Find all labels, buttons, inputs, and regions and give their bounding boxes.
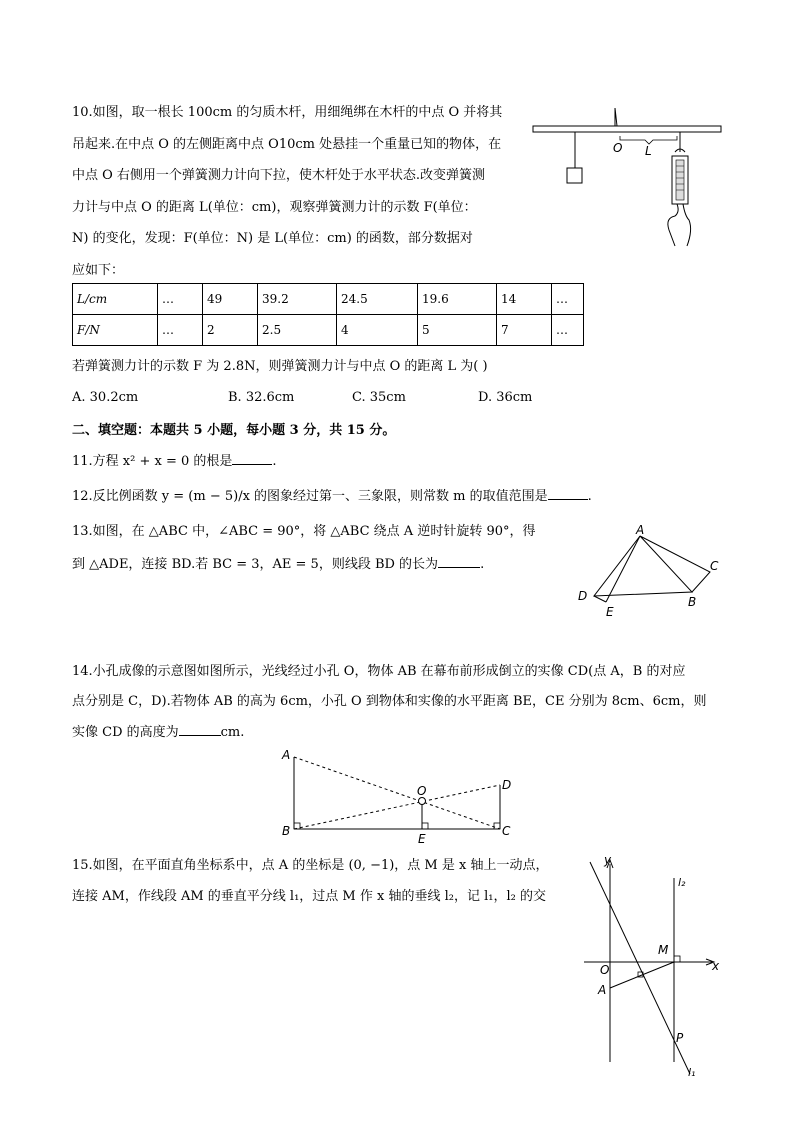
answer-blank[interactable] xyxy=(548,487,588,500)
q13-line2 xyxy=(72,555,484,574)
label-c: C xyxy=(710,559,719,573)
q12-text: 12.反比例函数 y = (m − 5)/x 的图象经过第一、三象限，则常数 m 的取值范围是 xyxy=(72,489,548,504)
label-e: E xyxy=(606,605,614,619)
q14-line1: 14.小孔成像的示意图如图所示，光线经过小孔 O，物体 AB 在幕布前形成倒立的实像 CD(点 A，B 的对应 xyxy=(72,664,686,679)
label-d: D xyxy=(578,589,588,603)
table-cell: L/cm xyxy=(73,284,158,315)
q11-end: . xyxy=(272,454,277,469)
q10-option-d: D. 36cm xyxy=(478,390,533,405)
table-cell: 14 xyxy=(497,284,552,315)
table-cell: 7 xyxy=(497,315,552,346)
q10-line6: 应如下： xyxy=(72,263,125,278)
q10-data-table xyxy=(72,283,584,346)
label-o: O xyxy=(417,784,427,798)
q10-line3: 中点 O 右侧用一个弹簧测力计向下拉，使木杆处于水平状态.改变弹簧测 xyxy=(72,168,486,183)
q13-triangle-figure xyxy=(570,520,730,630)
label-o: O xyxy=(600,963,610,977)
label-o: O xyxy=(613,141,623,155)
q12-line xyxy=(72,487,592,506)
label-x: x xyxy=(712,959,720,973)
table-cell: 39.2 xyxy=(258,284,337,315)
q11-line xyxy=(72,452,277,471)
q10-line4: 力计与中点 O 的距离 L(单位：cm)，观察弹簧测力计的示数 F(单位： xyxy=(72,200,477,215)
table-cell: 24.5 xyxy=(337,284,418,315)
q10-line5: N) 的变化，发现：F(单位：N) 是 L(单位：cm) 的函数，部分数据对 xyxy=(72,231,473,246)
q14-unit: cm. xyxy=(220,725,245,740)
table-cell: F/N xyxy=(73,315,158,346)
q10-option-b: B. 32.6cm xyxy=(228,390,295,405)
q15-line2: 连接 AM，作线段 AM 的垂直平分线 l₁，过点 M 作 x 轴的垂线 l₂，记 l₁，l₂ 的交 xyxy=(72,889,546,904)
q10-lever-figure xyxy=(525,100,725,250)
label-p: P xyxy=(676,1031,684,1045)
table-row xyxy=(73,315,584,346)
q10-line2: 吊起来.在中点 O 的左侧距离中点 O10cm 处悬挂一个重量已知的物体，在 xyxy=(72,137,502,152)
table-cell: 5 xyxy=(418,315,497,346)
table-cell: 2 xyxy=(203,315,258,346)
label-l1: l₁ xyxy=(688,1066,696,1079)
table-cell: 4 xyxy=(337,315,418,346)
section2-title: 二、填空题：本题共 5 小题，每小题 3 分，共 15 分。 xyxy=(72,423,396,438)
label-b: B xyxy=(688,595,697,609)
table-cell: … xyxy=(158,284,203,315)
q15-coordinate-figure xyxy=(580,852,730,1082)
q13-line1: 13.如图，在 △ABC 中，∠ABC = 90°，将 △ABC 绕点 A 逆时针旋转 90°，得 xyxy=(72,524,536,539)
q15-line1: 15.如图，在平面直角坐标系中，点 A 的坐标是 (0, −1)，点 M 是 x 轴上一动点， xyxy=(72,858,549,873)
table-cell: … xyxy=(552,315,584,346)
q11-text: 11.方程 x² + x = 0 的根是 xyxy=(72,454,233,469)
q13-text: 到 △ADE，连接 BD.若 BC = 3，AE = 5，则线段 BD 的长为 xyxy=(72,557,439,572)
label-a: A xyxy=(636,523,645,537)
label-y: y xyxy=(604,853,612,867)
q14-line2: 点分别是 C，D).若物体 AB 的高为 6cm，小孔 O 到物体和实像的水平距离 BE，CE 分别为 8cm、6cm，则 xyxy=(72,694,707,709)
q13-end: . xyxy=(480,557,485,572)
q12-end: . xyxy=(587,489,592,504)
label-d: D xyxy=(502,778,512,792)
table-cell: … xyxy=(552,284,584,315)
q10-option-a: A. 30.2cm xyxy=(72,390,139,405)
q10-line1: 10.如图，取一根长 100cm 的匀质木杆，用细绳绑在木杆的中点 O 并将其 xyxy=(72,105,503,120)
label-l2: l₂ xyxy=(678,876,686,889)
label-m: M xyxy=(658,943,669,957)
label-a: A xyxy=(282,748,291,762)
label-c: C xyxy=(502,824,511,838)
q14-line3 xyxy=(72,723,244,742)
label-e: E xyxy=(418,832,426,845)
q14-text: 实像 CD 的高度为 xyxy=(72,725,179,740)
answer-blank[interactable] xyxy=(438,555,480,568)
answer-blank[interactable] xyxy=(179,723,221,736)
table-row xyxy=(73,284,584,315)
answer-blank[interactable] xyxy=(232,452,272,465)
label-b: B xyxy=(282,824,291,838)
q10-option-c: C. 35cm xyxy=(352,390,406,405)
table-cell: 2.5 xyxy=(258,315,337,346)
table-cell: 49 xyxy=(203,284,258,315)
label-a: A xyxy=(598,983,607,997)
table-cell: 19.6 xyxy=(418,284,497,315)
table-cell: … xyxy=(158,315,203,346)
label-l: L xyxy=(645,144,652,158)
q10-question: 若弹簧测力计的示数 F 为 2.8N，则弹簧测力计与中点 O 的距离 L 为( ) xyxy=(72,359,488,374)
q14-pinhole-figure xyxy=(278,745,518,845)
